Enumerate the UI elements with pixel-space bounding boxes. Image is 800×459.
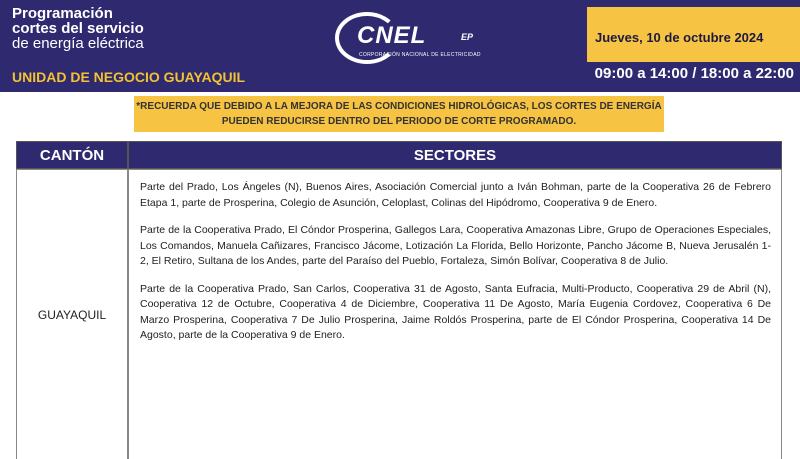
page-title — [12, 6, 144, 51]
column-header-sectores: SECTORES — [128, 141, 782, 169]
sectores-cell — [128, 169, 782, 459]
header-banner — [0, 0, 800, 92]
title-line-2: cortes del servicio — [12, 20, 144, 37]
notice-line-2: PUEDEN REDUCIRSE DENTRO DEL PERIODO DE CORTE PROGRAMADO. — [221, 116, 577, 127]
logo-subtitle: CORPORACIÓN NACIONAL DE ELECTRICIDAD — [359, 52, 481, 58]
logo-name: CNEL — [357, 22, 427, 49]
title-line-1: Programación — [12, 5, 113, 22]
time-ranges: 09:00 a 14:00 / 18:00 a 22:00 — [594, 65, 794, 82]
notice-line-1: *RECUERDA QUE DEBIDO A LA MEJORA DE LAS CONDICIONES HIDROLÓGICAS, LOS CORTES DE ENERGÍA — [136, 101, 662, 112]
sector-paragraph-1: Parte del Prado, Los Ángeles (N), Buenos Aires, Asociación Comercial junto a Iván Bohman, parte de la Cooperativa 26 de Febrero Etapa 1, parte de Prosperina, Colegio de Asunción, Celoplast, Colinas del Hipódromo, Cooperativa 9 de Enero. — [140, 181, 771, 209]
logo-suffix: EP — [461, 32, 474, 42]
column-header-canton: CANTÓN — [16, 141, 128, 169]
business-unit: UNIDAD DE NEGOCIO GUAYAQUIL — [12, 69, 246, 85]
notice-banner — [134, 96, 664, 132]
canton-name: GUAYAQUIL — [37, 307, 107, 322]
sector-paragraph-2: Parte de la Cooperativa Prado, El Cóndor Prosperina, Gallegos Lara, Cooperativa Amazonas Libre, Grupo de Operaciones Especiales, Los Comandos, Manuela Cañizares, Francisco Jácome, Lotización La Florida, Bello Horizonte, Pancho Jácome B, Nueva Jerusalén 1-2, El Retiro, Sultana de los Andes, parte del Paraíso del Pueblo, Fortaleza, Simón Bolívar, Cooperativa 8 de Julio. — [140, 224, 771, 267]
canton-cell — [16, 169, 128, 459]
title-line-3: de energía eléctrica — [12, 35, 144, 52]
cnel-logo — [335, 12, 485, 74]
date-label: Jueves, 10 de octubre 2024 — [595, 30, 764, 45]
sector-paragraph-3: Parte de la Cooperativa Prado, San Carlos, Cooperativa 31 de Agosto, Santa Eufracia, Multi-Producto, Cooperativa 29 de Abril (N), Cooperativa 12 de Octubre, Cooperativa 4 de Diciembre, Cooperativa 11 De Agosto, María Eugenia Cordovez, Cooperativa 6 De Marzo Prosperina, Cooperativa 7 De Julio Prosperina, Jaime Roldós Prosperina, parte de El Cóndor Prosperina, Cooperativa 14 De Agosto, parte de la Cooperativa 9 de Enero. — [140, 282, 771, 341]
date-box — [587, 7, 800, 62]
